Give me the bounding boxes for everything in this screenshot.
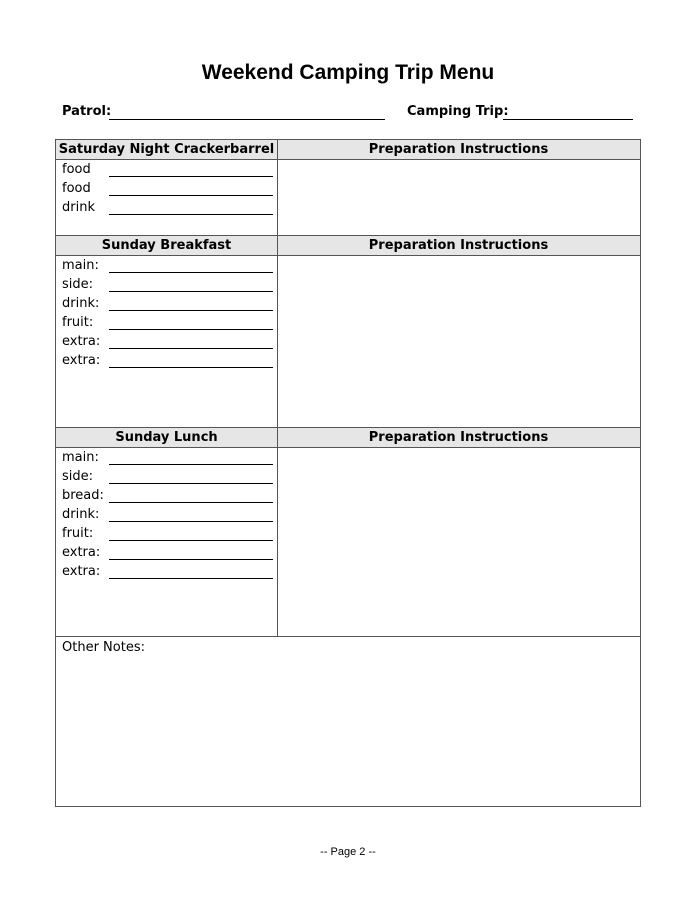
item-label: fruit: xyxy=(62,526,94,541)
item-blank[interactable] xyxy=(109,272,273,273)
item-list xyxy=(62,161,272,218)
item-label: extra: xyxy=(62,334,101,349)
column-divider xyxy=(277,140,278,636)
item-blank[interactable] xyxy=(109,578,273,579)
item-label: main: xyxy=(62,258,99,273)
instructions-header: Preparation Instructions xyxy=(277,140,640,160)
instructions-area[interactable] xyxy=(278,448,640,636)
instructions-area[interactable] xyxy=(278,256,640,427)
menu-item xyxy=(62,295,272,314)
meal-header: Sunday Lunch xyxy=(56,428,277,448)
menu-item xyxy=(62,314,272,333)
menu-item xyxy=(62,525,272,544)
item-label: drink xyxy=(62,200,95,215)
menu-item xyxy=(62,544,272,563)
menu-item xyxy=(62,180,272,199)
item-label: drink: xyxy=(62,296,100,311)
instructions-area[interactable] xyxy=(278,160,640,235)
menu-item xyxy=(62,449,272,468)
item-blank[interactable] xyxy=(109,195,273,196)
item-list xyxy=(62,257,272,371)
item-blank[interactable] xyxy=(109,329,273,330)
item-blank[interactable] xyxy=(109,348,273,349)
meal-header: Sunday Breakfast xyxy=(56,236,277,256)
menu-item xyxy=(62,468,272,487)
menu-item xyxy=(62,563,272,582)
item-label: drink: xyxy=(62,507,100,522)
trip-header xyxy=(62,104,634,124)
menu-item xyxy=(62,333,272,352)
item-blank[interactable] xyxy=(109,502,273,503)
item-label: side: xyxy=(62,469,94,484)
item-blank[interactable] xyxy=(109,559,273,560)
item-label: food xyxy=(62,181,91,196)
menu-item xyxy=(62,276,272,295)
patrol-field[interactable] xyxy=(109,119,385,120)
camping-trip-field[interactable] xyxy=(503,119,633,120)
item-blank[interactable] xyxy=(109,540,273,541)
item-label: main: xyxy=(62,450,99,465)
menu-item xyxy=(62,352,272,371)
item-label: fruit: xyxy=(62,315,94,330)
item-label: extra: xyxy=(62,564,101,579)
item-label: food xyxy=(62,162,91,177)
menu-item xyxy=(62,161,272,180)
menu-item xyxy=(62,487,272,506)
page-footer: -- Page 2 -- xyxy=(320,846,376,858)
meal-header: Saturday Night Crackerbarrel xyxy=(56,140,277,160)
item-blank[interactable] xyxy=(109,521,273,522)
item-label: extra: xyxy=(62,545,101,560)
item-blank[interactable] xyxy=(109,483,273,484)
instructions-header: Preparation Instructions xyxy=(277,428,640,448)
menu-item xyxy=(62,199,272,218)
item-label: side: xyxy=(62,277,94,292)
camping-trip-label: Camping Trip: xyxy=(407,104,509,119)
item-blank[interactable] xyxy=(109,214,273,215)
item-list xyxy=(62,449,272,582)
menu-item xyxy=(62,506,272,525)
item-blank[interactable] xyxy=(109,176,273,177)
item-label: bread: xyxy=(62,488,104,503)
item-blank[interactable] xyxy=(109,310,273,311)
item-blank[interactable] xyxy=(109,464,273,465)
instructions-header: Preparation Instructions xyxy=(277,236,640,256)
menu-table xyxy=(55,139,641,807)
item-label: extra: xyxy=(62,353,101,368)
menu-item xyxy=(62,257,272,276)
page-title: Weekend Camping Trip Menu xyxy=(201,61,495,84)
item-blank[interactable] xyxy=(109,291,273,292)
notes-label: Other Notes: xyxy=(62,640,145,655)
notes-area[interactable] xyxy=(56,637,640,806)
patrol-label: Patrol: xyxy=(62,104,112,119)
item-blank[interactable] xyxy=(109,367,273,368)
